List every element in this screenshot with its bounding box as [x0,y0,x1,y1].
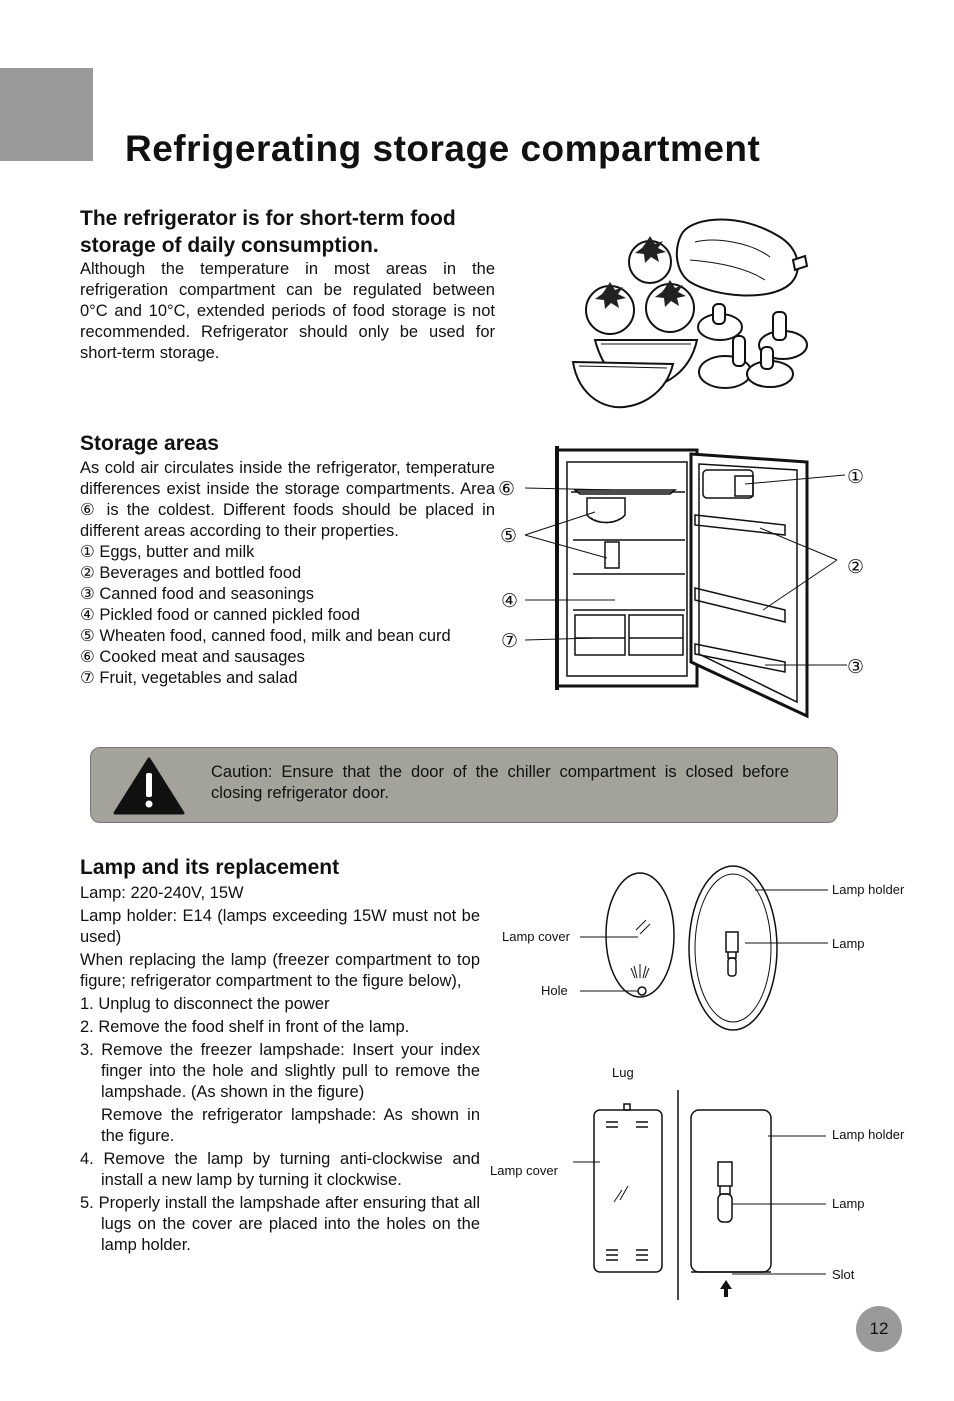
fig2-label-slot: Slot [832,1267,855,1282]
diagram-label-7: ⑦ [501,631,519,652]
lamp-intro: When replacing the lamp (freezer compartment to top figure; refrigerator compartment to the figure below), [80,950,480,990]
storage-body: As cold air circulates inside the refrigerator, temperature differences exist inside the storage compartments. Area ⑥ is the coldest. Different foods should be placed in different areas according to their properties. [80,458,495,540]
lamp-section [80,855,480,1258]
storage-item-7: ⑦ Fruit, vegetables and salad [80,668,298,687]
intro-body: Although the temperature in most areas in the refrigeration compartment can be regulated between 0°C and 10°C, extended periods of food storage is not recommended. Refrigerator should only be used for short-term storage. [80,260,495,362]
storage-item-1: ① Eggs, butter and milk [80,542,255,561]
lamp-heading: Lamp and its replacement [80,856,340,879]
intro-section [80,206,495,364]
fig2-label-lamp-holder: Lamp holder [832,1127,905,1142]
lamp-step-3b: Remove the refrigerator lampshade: As shown in the figure. [101,1105,480,1145]
freezer-lamp-figure [490,860,930,1045]
storage-item-6: ⑥ Cooked meat and sausages [80,647,305,666]
food-illustration [565,212,815,412]
fig2-label-lamp: Lamp [832,1196,865,1211]
diagram-label-4: ④ [501,591,519,612]
caution-box [90,747,838,823]
intro-heading: The refrigerator is for short-term food storage of daily consumption. [80,207,456,257]
fig1-label-lamp: Lamp [832,936,865,951]
page-title: Refrigerating storage compartment [125,128,761,169]
storage-item-5: ⑤ Wheaten food, canned food, milk and bean curd [80,626,451,645]
lamp-spec-holder: Lamp holder: E14 (lamps exceeding 15W must not be used) [80,906,480,946]
diagram-label-1: ① [847,467,865,488]
fig1-label-lamp-holder: Lamp holder [832,882,905,897]
storage-item-4: ④ Pickled food or canned pickled food [80,605,360,624]
storage-item-3: ③ Canned food and seasonings [80,584,315,603]
lamp-step-2: 2. Remove the food shelf in front of the lamp. [80,1017,410,1036]
lamp-step-4: 4. Remove the lamp by turning anti-clockwise and install a new lamp by turning it clockwise. [80,1149,480,1189]
storage-item-2: ② Beverages and bottled food [80,563,302,582]
storage-section [80,431,495,689]
fig1-label-lamp-cover: Lamp cover [502,929,570,944]
caution-text: Caution: Ensure that the door of the chiller compartment is closed before closing refrigerator door. [211,763,789,802]
storage-heading: Storage areas [80,432,219,455]
fig1-label-hole: Hole [541,983,568,998]
lamp-spec-power: Lamp: 220-240V, 15W [80,883,244,902]
diagram-label-5: ⑤ [500,526,518,547]
lamp-step-5: 5. Properly install the lampshade after ensuring that all lugs on the cover are placed into the holes on the lamp holder. [80,1193,480,1254]
fig2-label-lamp-cover: Lamp cover [490,1163,558,1178]
refrigerator-diagram [495,440,885,720]
diagram-label-2: ② [847,557,865,578]
lamp-step-3a: 3. Remove the freezer lampshade: Insert your index finger into the hole and slightly pull to remove the lampshade. (As shown in the figure) [80,1040,480,1101]
diagram-label-6: ⑥ [498,479,516,500]
diagram-label-3: ③ [847,657,865,678]
page-number: 12 [856,1306,902,1352]
warning-triangle-icon [113,757,185,815]
lamp-step-1: 1. Unplug to disconnect the power [80,994,330,1013]
refrigerator-lamp-figure [488,1060,928,1305]
fig2-label-lug: Lug [612,1065,634,1080]
section-tab [0,68,93,161]
